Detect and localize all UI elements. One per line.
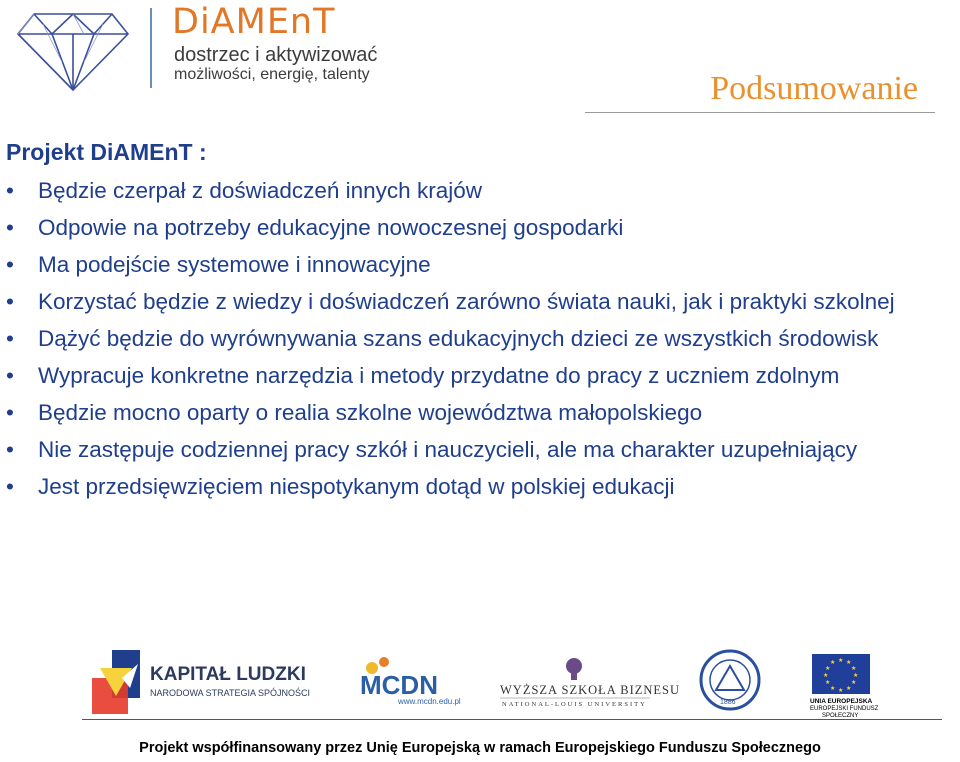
mcdn-url: www.mcdn.edu.pl — [398, 697, 461, 706]
eu-line1: UNIA EUROPEJSKA — [810, 698, 873, 705]
wsb-sub: NATIONAL-LOUIS UNIVERSITY — [502, 701, 647, 708]
svg-text:★: ★ — [846, 659, 852, 666]
svg-text:★: ★ — [825, 665, 831, 672]
bullet-item: • Będzie czerpał z doświadczeń innych krajów — [6, 172, 956, 209]
wsb-name: WYŻSZA SZKOŁA BIZNESU — [500, 683, 681, 697]
bullet-list — [6, 172, 956, 505]
eu-line3: SPOŁECZNY — [822, 713, 859, 718]
bullet-item: • Dążyć będzie do wyrównywania szans edukacyjnych dzieci ze wszystkich środowisk — [6, 320, 956, 357]
footer-divider — [82, 719, 942, 720]
bullet-item: • Jest przedsięwzięciem niespotykanym dotąd w polskiej edukacji — [6, 468, 956, 505]
brand-tagline-2: możliwości, energię, talenty — [174, 66, 370, 83]
header-divider — [150, 8, 152, 88]
mcdn-logo-icon — [360, 657, 461, 706]
svg-text:★: ★ — [838, 657, 844, 664]
mcdn-name: MCDN — [360, 670, 438, 700]
bullet-item: • Będzie mocno oparty o realia szkolne województwa małopolskiego — [6, 394, 956, 431]
svg-text:★: ★ — [838, 687, 844, 694]
svg-text:★: ★ — [853, 672, 859, 679]
brand-tagline-1: dostrzec i aktywizować — [174, 44, 378, 66]
eu-flag-icon — [810, 654, 879, 718]
svg-text:★: ★ — [830, 659, 836, 666]
nlu-year: 1886 — [720, 699, 736, 706]
diamond-logo-icon — [14, 4, 132, 92]
svg-text:★: ★ — [825, 679, 831, 686]
footer-text: Projekt współfinansowany przez Unię Europejską w ramach Europejskiego Funduszu Społecznego — [139, 740, 821, 756]
partner-logos — [0, 648, 960, 718]
kapital-ludzki-logo-icon — [92, 650, 310, 714]
svg-text:★: ★ — [851, 679, 857, 686]
bullet-item: • Odpowie na potrzeby edukacyjne nowoczesnej gospodarki — [6, 209, 956, 246]
bullet-item: • Ma podejście systemowe i innowacyjne — [6, 246, 956, 283]
svg-text:★: ★ — [830, 685, 836, 692]
content-heading: Projekt DiAMEnT : — [6, 139, 207, 165]
kapital-ludzki-sub: NARODOWA STRATEGIA SPÓJNOŚCI — [150, 688, 311, 698]
eu-line2: EUROPEJSKI FUNDUSZ — [810, 706, 879, 712]
svg-text:★: ★ — [846, 685, 852, 692]
wsb-logo-icon — [500, 658, 680, 708]
bullet-item: • Wypracuje konkretne narzędzia i metody przydatne do pracy z uczniem zdolnym — [6, 357, 956, 394]
nlu-seal-icon — [701, 651, 759, 709]
title-underline — [585, 112, 935, 113]
brand-name: DiAMEnT — [172, 2, 336, 42]
svg-text:★: ★ — [851, 665, 857, 672]
kapital-ludzki-name: KAPITAŁ LUDZKI — [150, 664, 306, 685]
slide-title: Podsumowanie — [710, 70, 918, 107]
bullet-item: • Korzystać będzie z wiedzy i doświadczeń zarówno świata nauki, jak i praktyki szkolnej — [6, 283, 956, 320]
bullet-item: • Nie zastępuje codziennej pracy szkół i nauczycieli, ale ma charakter uzupełniający — [6, 431, 956, 468]
svg-text:★: ★ — [823, 672, 829, 679]
